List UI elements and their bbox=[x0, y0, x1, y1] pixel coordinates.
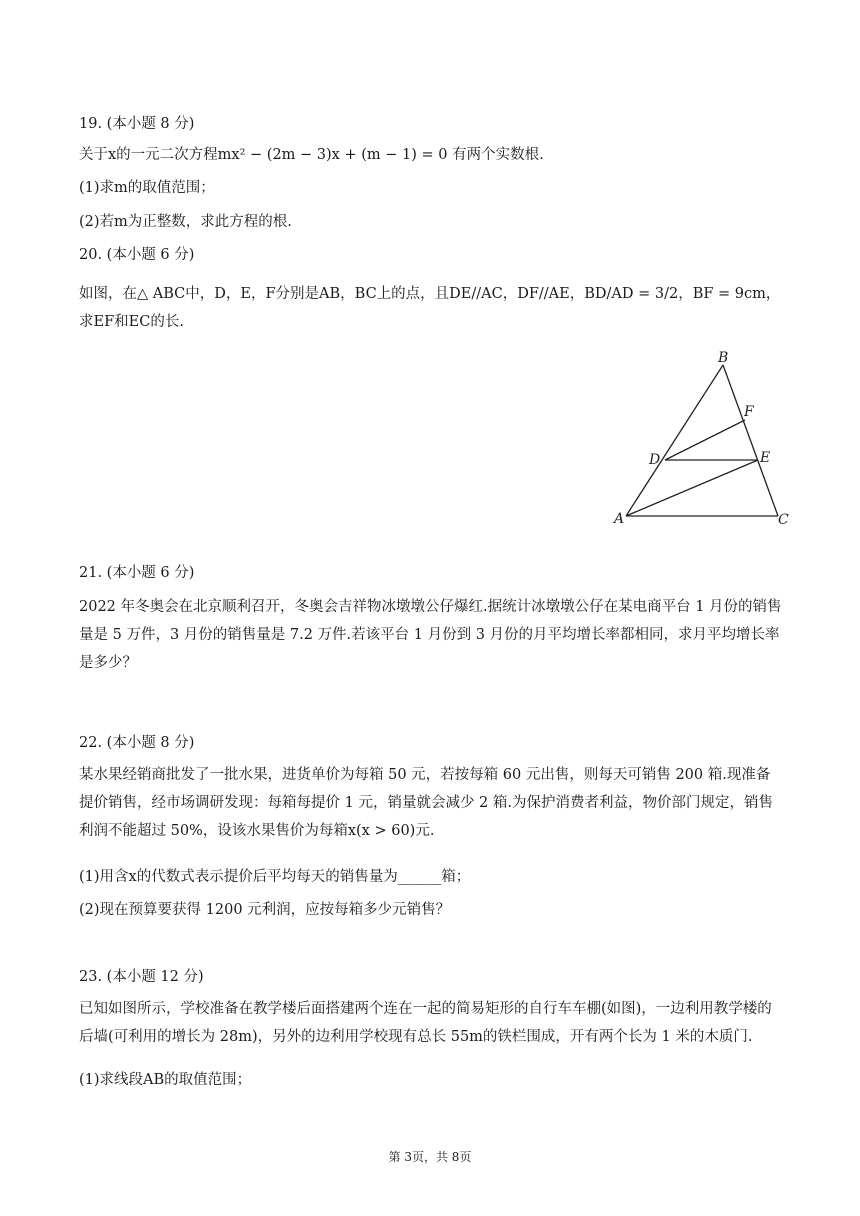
q22-stem: 某水果经销商批发了一批水果，进货单价为每箱 50 元，若按每箱 60 元出售，则每天可销售 200 箱.现准备提价销售，经市场调研发现：每箱每提价 1 元，销量就会减少 2 箱.为保护消费者利益，物价部门规定，销售利润不能超过 50%，设该水果售价为每箱x(x > 60)元. bbox=[79, 767, 773, 839]
q21-heading: 21. (本小题 6 分) bbox=[79, 565, 195, 581]
side-bc bbox=[723, 365, 778, 516]
q23-heading: 23. (本小题 12 分) bbox=[79, 969, 204, 985]
label-d: D bbox=[649, 452, 661, 468]
q20-stem: 如图，在△ ABC中，D，E，F分别是AB，BC上的点，且DE//AC，DF//AE，BD/AD = 3/2，BF = 9cm，求EF和EC的长. bbox=[79, 286, 781, 330]
label-e: E bbox=[760, 450, 771, 466]
q23-stem: 已知如图所示，学校准备在教学楼后面搭建两个连在一起的简易矩形的自行车车棚(如图)，一边利用教学楼的后墙(可利用的增长为 28m)，另外的边利用学校现有总长 55m的铁栏围成，开有两个长为 1 米的木质门. bbox=[79, 1001, 772, 1045]
q20-heading: 20. (本小题 6 分) bbox=[79, 247, 195, 263]
q19-part1: (1)求m的取值范围； bbox=[79, 180, 215, 196]
segment-ae bbox=[626, 460, 758, 516]
side-ab bbox=[626, 365, 723, 516]
q20-triangle-figure bbox=[612, 348, 802, 528]
q22-heading: 22. (本小题 8 分) bbox=[79, 735, 195, 751]
q22-part2: (2)现在预算要获得 1200 元利润，应按每箱多少元销售？ bbox=[79, 902, 451, 918]
q19-part2: (2)若m为正整数，求此方程的根. bbox=[79, 214, 292, 230]
q22-part1: (1)用含x的代数式表示提价后平均每天的销售量为______箱； bbox=[79, 869, 471, 885]
label-c: C bbox=[778, 512, 789, 528]
page-footer: 第 3页，共 8页 bbox=[388, 1150, 472, 1164]
label-a: A bbox=[614, 511, 625, 527]
q19-stem: 关于x的一元二次方程mx² − (2m − 3)x + (m − 1) = 0 有两个实数根. bbox=[79, 147, 544, 163]
segment-df bbox=[665, 420, 745, 460]
label-b: B bbox=[718, 350, 729, 366]
q23-part1: (1)求线段AB的取值范围； bbox=[79, 1072, 252, 1088]
q19-heading: 19. (本小题 8 分) bbox=[79, 116, 195, 132]
q21-stem: 2022 年冬奥会在北京顺利召开，冬奥会吉祥物冰墩墩公仔爆红.据统计冰墩墩公仔在某电商平台 1 月份的销售量是 5 万件，3 月份的销售量是 7.2 万件.若该平台 1 月份到 3 月份的月平均增长率都相同，求月平均增长率是多少？ bbox=[79, 599, 782, 671]
label-f: F bbox=[744, 404, 754, 420]
